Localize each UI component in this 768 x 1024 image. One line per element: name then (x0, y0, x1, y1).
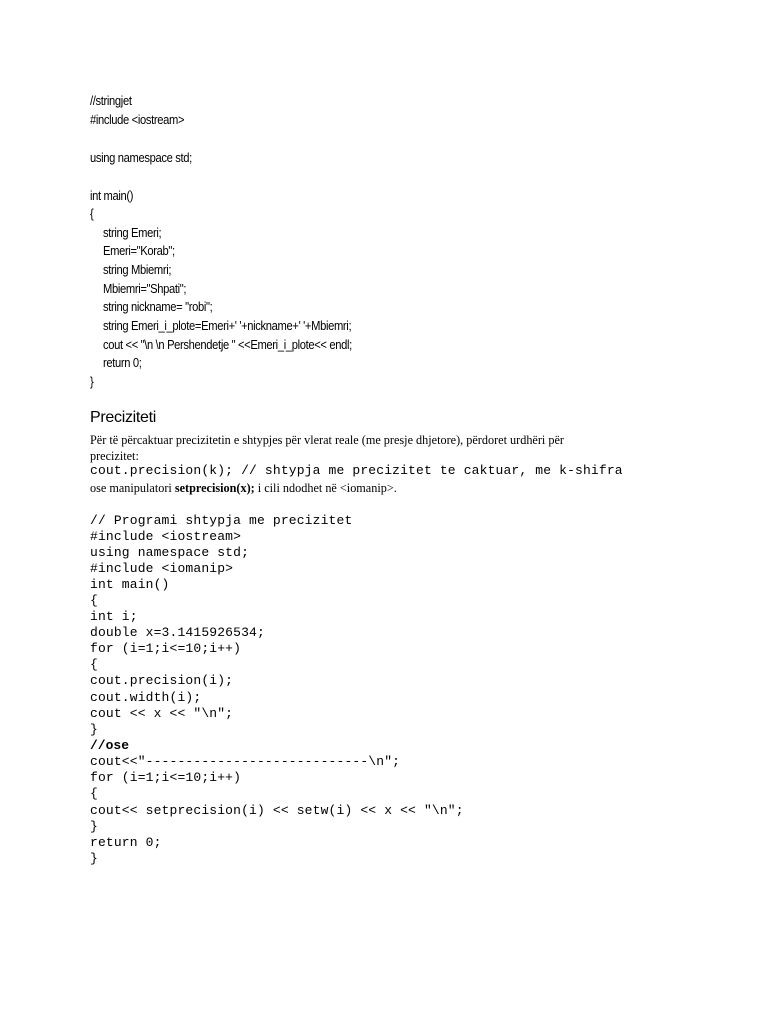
code-comment-stringjet: //stringjet (90, 93, 132, 108)
code-line: Mbiemri="Shpati"; (103, 281, 187, 296)
code-line: cout.width(i); (90, 690, 202, 705)
code-line: string nickname= "robi"; (103, 299, 213, 314)
code-line: } (90, 819, 98, 834)
code-line: for (i=1;i<=10;i++) (90, 770, 242, 785)
code-line: string Mbiemri; (103, 262, 172, 277)
code-line: } (90, 722, 98, 737)
inline-code-line: cout.precision(k); // shtypja me precizitet te caktuar, me k-shifra (90, 463, 623, 478)
bold-function-name: setprecision(x); (174, 480, 255, 495)
code-line: int main() (90, 188, 134, 203)
code-line: { (90, 657, 98, 672)
code-line: return 0; (90, 835, 162, 850)
paragraph-text: i cili ndodhet në <iomanip>. (254, 480, 397, 495)
code-line: { (90, 593, 98, 608)
code-line: double x=3.1415926534; (90, 625, 265, 640)
code-line: using namespace std; (90, 545, 250, 560)
code-line: return 0; (103, 355, 142, 370)
paragraph-text: ose manipulatori (90, 480, 175, 495)
code-line: } (90, 851, 98, 866)
code-line: using namespace std; (90, 150, 192, 165)
code-line: #include <iostream> (90, 112, 185, 127)
code-line: cout << x << "\n"; (90, 706, 234, 721)
code-line: #include <iomanip> (90, 561, 234, 576)
paragraph-line (90, 480, 397, 496)
paragraph-line: Për të përcaktuar precizitetin e shtypjes për vlerat reale (me presje dhjetore), përdoret urdhëri për (90, 432, 564, 447)
code-line: string Emeri_i_plote=Emeri+' '+nickname+' '+Mbiemri; (103, 318, 352, 333)
code-line: cout << "\n \n Pershendetje " <<Emeri_i_plote<< endl; (103, 337, 352, 352)
code-line: cout<<"----------------------------\n"; (90, 754, 401, 769)
section-heading: Preciziteti (90, 409, 157, 426)
code-line: cout<< setprecision(i) << setw(i) << x << "\n"; (90, 803, 464, 818)
code-comment-ose: //ose (90, 738, 130, 753)
code-line: int i; (90, 609, 138, 624)
code-line: cout.precision(i); (90, 673, 234, 688)
code-line: { (90, 206, 94, 221)
code-line: #include <iostream> (90, 529, 242, 544)
code-line: { (90, 786, 98, 801)
code-line: } (90, 374, 94, 389)
code-line: // Programi shtypja me precizitet (90, 513, 353, 528)
code-line: for (i=1;i<=10;i++) (90, 641, 242, 656)
code-line: int main() (90, 577, 170, 592)
code-line: Emeri="Korab"; (103, 243, 175, 258)
paragraph-line: precizitet: (90, 448, 139, 463)
code-line: string Emeri; (103, 225, 162, 240)
